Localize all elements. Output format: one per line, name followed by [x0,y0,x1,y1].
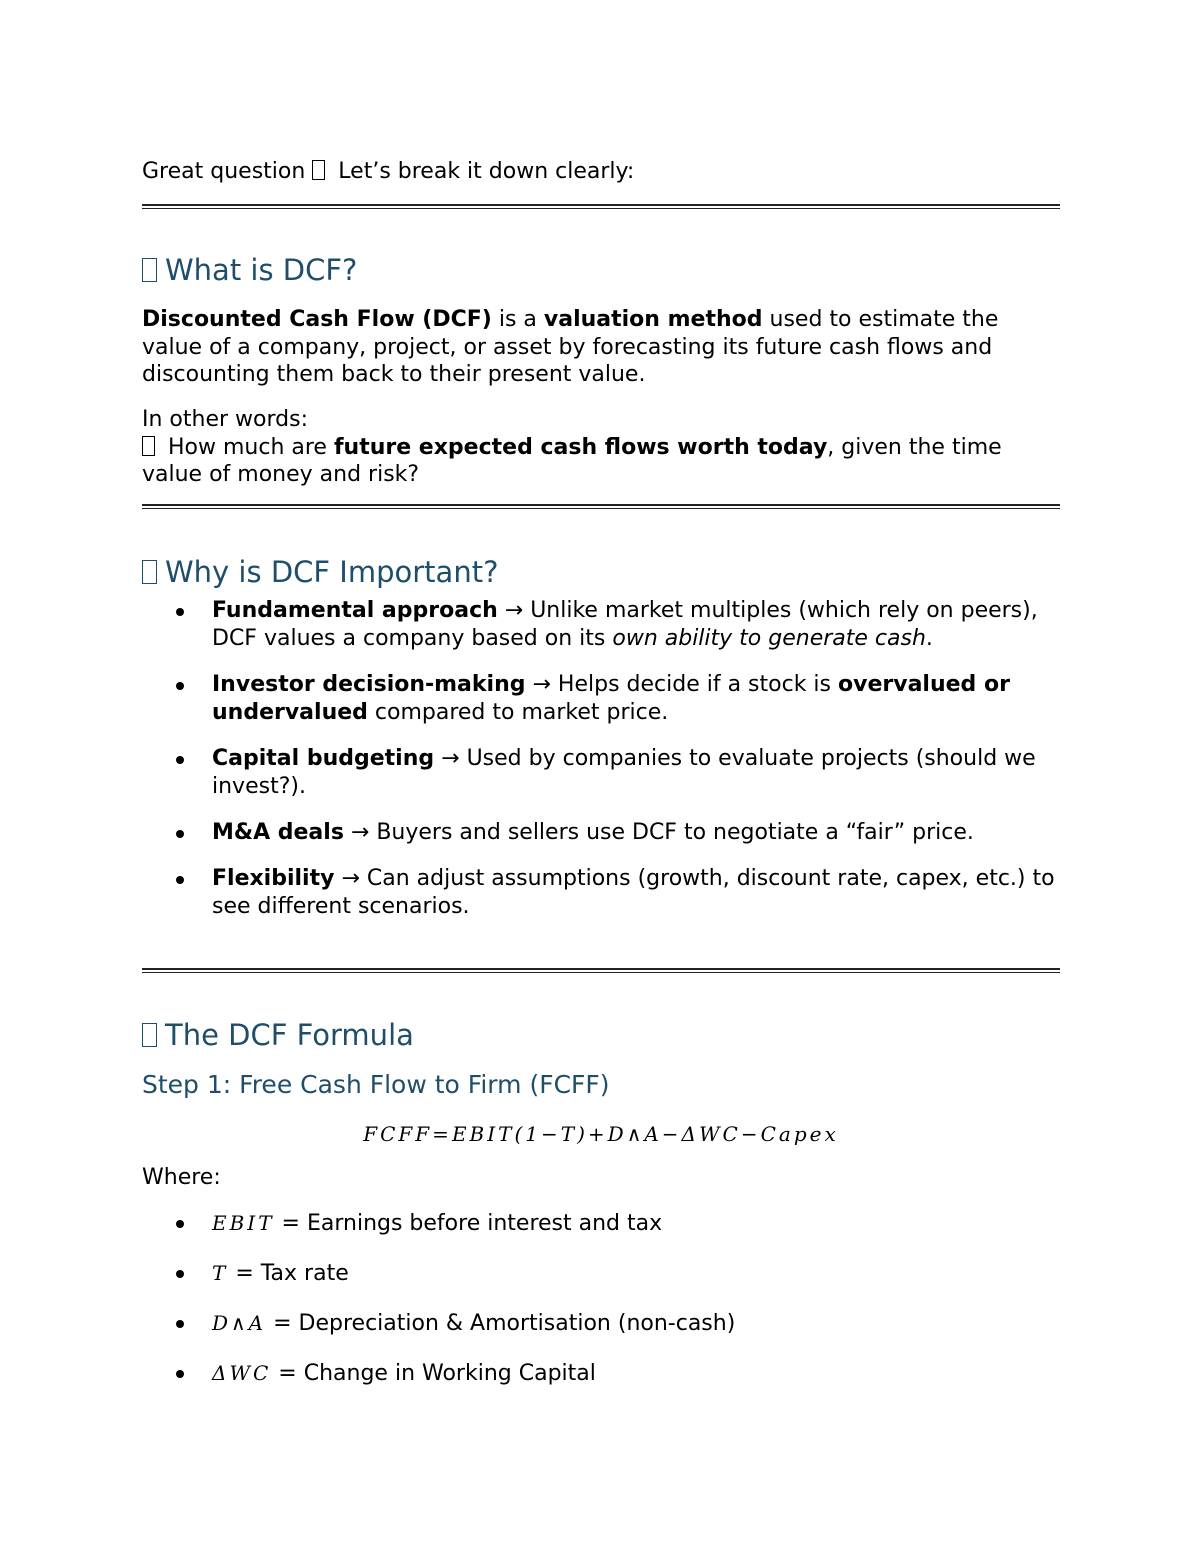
section-heading-what-is-dcf [142,252,357,288]
heading-text: The DCF Formula [165,1018,414,1052]
text: Buyers and sellers use DCF to negotiate a “fair” price. [376,820,974,845]
list-item [142,1359,1060,1388]
where-label: Where: [142,1165,221,1190]
missing-glyph-icon [142,258,157,282]
list-item [142,745,1060,801]
section-heading-why-dcf-important [142,554,498,590]
text: , given the time value of money and risk? [142,434,1002,487]
horizontal-rule [142,504,1060,509]
text: Used by companies to evaluate projects (should we invest?). [212,746,1036,799]
intro-text-cont: Let’s break it down clearly: [331,159,635,184]
text: = Earnings before interest and tax [274,1211,663,1236]
missing-glyph-icon [142,1023,157,1047]
math-symbol: EBIT [212,1211,275,1235]
text: is a [491,307,544,332]
list-item [142,1209,1060,1238]
list-item [142,865,1060,921]
missing-glyph-icon [142,436,155,456]
dcf-definition [142,306,1060,389]
list-item [142,819,1060,847]
math-symbol: D∧A [212,1311,267,1335]
fcff-formula: FCFF=EBIT(1−T)+D∧A−ΔWC−Capex [363,1122,839,1146]
bullet-term: M&A deals [212,820,344,845]
text: . [925,626,933,651]
list-item [142,597,1060,653]
text: = Depreciation & Amortisation (non-cash) [266,1311,736,1336]
arrow: → [343,820,377,845]
text: = Change in Working Capital [271,1361,596,1386]
text: Can adjust assumptions (growth, discount rate, capex, etc.) to see different scenarios. [212,866,1055,919]
list-item [142,671,1060,727]
bullet-term: Fundamental approach [212,598,498,623]
bullet-italic: own ability to generate cash [612,626,926,651]
intro-text: Great question [142,159,313,184]
step1-heading: Step 1: Free Cash Flow to Firm (FCFF) [142,1070,610,1099]
bullet-term: Flexibility [212,866,335,891]
section-heading-dcf-formula [142,1017,414,1053]
bullet-term: Capital budgeting [212,746,435,771]
text: Unlike market multiples (which rely on peers), DCF values a company based on its [212,598,1038,651]
other-words-label: In other words: [142,407,308,432]
list-item [142,1259,1060,1288]
term-bold: Discounted Cash Flow (DCF) [142,307,492,332]
bullet-term: Investor decision-making [212,672,526,697]
formula-definitions-list [142,1209,1060,1409]
text: = Tax rate [228,1261,349,1286]
question-bold: future expected cash flows worth today [333,434,828,460]
missing-glyph-icon [142,560,157,584]
horizontal-rule [142,968,1060,973]
text: Helps decide if a stock is [557,672,839,697]
list-item [142,1309,1060,1338]
heading-text: Why is DCF Important? [165,555,499,589]
method-bold: valuation method [543,307,763,332]
missing-glyph-icon [312,160,325,180]
importance-list [142,597,1060,939]
math-symbol: ΔWC [212,1361,272,1385]
horizontal-rule [142,204,1060,209]
arrow: → [334,866,367,891]
text: used to estimate the value of a company, project, or asset by forecasting its future cash flows and discounting them back to their present value. [142,307,999,387]
bullet-bold: overvalued or undervalued [212,672,1010,725]
text: How much are [161,434,334,460]
other-words-paragraph [142,406,1060,489]
intro-line [142,158,634,186]
math-symbol: T [212,1261,229,1285]
heading-text: What is DCF? [165,253,358,287]
arrow: → [497,598,531,623]
text: compared to market price. [367,700,669,725]
arrow: → [434,746,467,771]
arrow: → [525,672,558,697]
